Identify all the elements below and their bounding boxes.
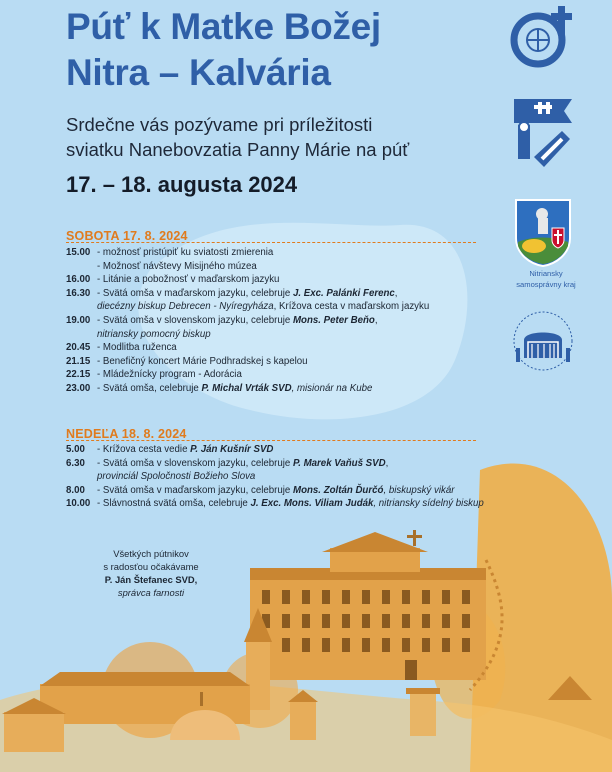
schedule-time: 19.00 xyxy=(66,314,91,326)
nitra-region-label-line-1: Nitriansky xyxy=(529,269,563,278)
schedule-text: - možnosť pristúpiť ku sviatosti zmierenia xyxy=(97,247,274,258)
celebrant-name: J. Exc. Palánki Ferenc xyxy=(293,287,395,299)
schedule-italic-text: nitriansky pomocný biskup xyxy=(97,328,211,340)
schedule-text: - Svätá omša v slovenskom jazyku, celebruje xyxy=(97,457,293,469)
celebrant-name: P. Ján Kušnír SVD xyxy=(190,444,274,455)
title-line-1: Púť k Matke Božej xyxy=(66,6,381,47)
schedule-text: - Možnosť návštevy Misijného múzea xyxy=(97,260,257,272)
schedule-text: - Mládežnícky program - Adorácia xyxy=(97,369,242,381)
invitation-line-1: Srdečne vás pozývame pri príležitosti xyxy=(66,114,373,135)
schedule-text: , xyxy=(394,287,398,299)
celebrant-name: Mons. Peter Beňo xyxy=(292,314,375,326)
schedule-text: - Litánie a pobožnosť v maďarskom jazyku xyxy=(97,274,280,286)
schedule-time: 22.15 xyxy=(66,369,91,381)
schedule-text: - Svätá omša v slovenskom jazyku, celebruje xyxy=(97,314,293,326)
schedule-text: - Benefičný koncert Márie Podhradskej s kapelou xyxy=(97,355,308,367)
celebrant-name: P. Michal Vrták SVD xyxy=(201,382,292,394)
invitation-line-2: sviatku Nanebovzatia Panny Márie na púť xyxy=(66,139,410,160)
schedule-italic-text: , biskupský vikár xyxy=(383,484,455,496)
schedule-text: - Slávnostná svätá omša, celebruje xyxy=(97,498,251,510)
event-dates: 17. – 18. augusta 2024 xyxy=(66,172,298,197)
schedule-time: 16.30 xyxy=(66,287,91,299)
schedule-text: - Svätá omša v maďarskom jazyku, celebruje xyxy=(97,287,294,299)
schedule-text: , xyxy=(385,457,389,469)
closing-line-1: Všetkých pútnikov xyxy=(113,548,189,559)
schedule-text: , Krížova cesta v maďarskom jazyku xyxy=(273,301,430,313)
schedule-time: 20.45 xyxy=(66,342,91,354)
schedule-italic-text: diecézny biskup Debrecen - Nyíregyháza xyxy=(97,301,274,313)
schedule-time: 6.30 xyxy=(66,457,85,469)
schedule-time: 15.00 xyxy=(66,247,91,258)
schedule-text: , xyxy=(374,314,378,326)
schedule-time: 23.00 xyxy=(66,382,91,394)
closing-line-2: s radosťou očakávame xyxy=(103,561,199,572)
saturday-heading: SOBOTA 17. 8. 2024 xyxy=(66,229,188,243)
sunday-heading: NEDEĽA 18. 8. 2024 xyxy=(66,427,187,441)
schedule-italic-text: , misionár na Kube xyxy=(291,382,373,394)
schedule-time: 21.15 xyxy=(66,355,91,367)
schedule-time: 16.00 xyxy=(66,274,91,286)
schedule-italic-text: provinciál Spoločnosti Božieho Slova xyxy=(97,471,256,483)
schedule-time: 10.00 xyxy=(66,498,91,510)
celebrant-name: P. Marek Vaňuš SVD xyxy=(292,457,386,469)
schedule-time: 8.00 xyxy=(66,484,85,496)
schedule-text: - Svätá omša, celebruje xyxy=(97,382,202,394)
schedule-time: 5.00 xyxy=(66,444,85,455)
closing-role: správca farnosti xyxy=(117,587,185,598)
schedule-text: - Krížova cesta vedie xyxy=(97,444,191,455)
schedule-text: - Modlitba ruženca xyxy=(97,342,177,354)
schedule-italic-text: , nitriansky sídelný biskup xyxy=(373,498,484,510)
closing-name: P. Ján Štefanec SVD, xyxy=(104,574,198,585)
title-line-2: Nitra – Kalvária xyxy=(66,52,331,93)
nitra-region-label-line-2: samosprávny kraj xyxy=(516,280,576,289)
schedule-text: - Svätá omša v maďarskom jazyku, celebruje xyxy=(97,484,294,496)
celebrant-name: J. Exc. Mons. Viliam Judák xyxy=(250,498,374,510)
celebrant-name: Mons. Zoltán Ďurčó xyxy=(293,484,384,496)
